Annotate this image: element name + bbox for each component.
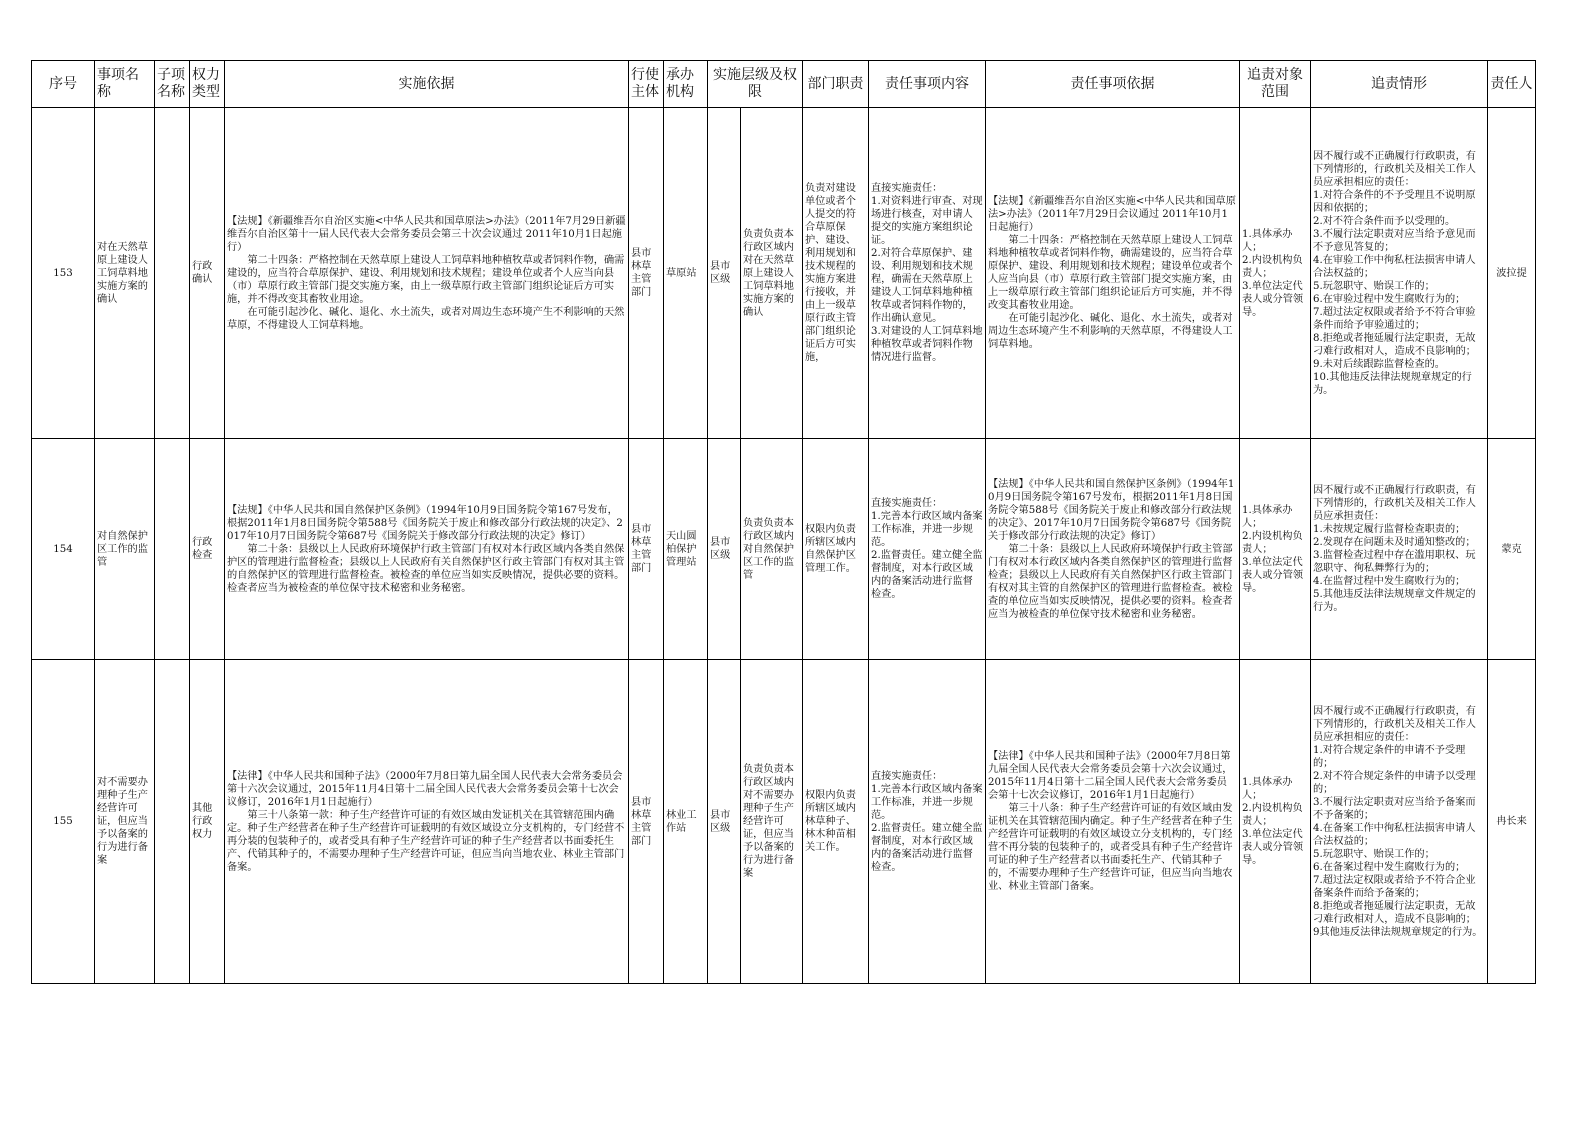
resp-basis-paragraph: 第二十条：县级以上人民政府环境保护行政主管部门有权对本行政区域内各类自然保护区的管理进行监督检查；县级以上人民政府有关自然保护区行政主管部门有权对其主管的自然保护区的管理进行监督检查。被检查的单位应当如实反映情况，提供必要的资料。检查者应当为被检查的单位保守技术秘密和业务秘密。 (988, 543, 1233, 620)
resp-basis-title: 【法规】《中华人民共和国自然保护区条例》（1994年10月9日国务院令第167号发布，根据2011年1月8日国务院令第588号《国务院关于废止和修改部分行政法规的决定》、2017年10月7日国务院令第687号《国务院关于修改部分行政法规的决定》修订） (988, 478, 1235, 542)
cell-resp-basis (986, 108, 1240, 439)
cell-basis (225, 439, 629, 660)
cell-level-b: 负责负责本行政区域内对自然保护区工作的监管 (741, 439, 803, 660)
resp-basis-paragraph: 第三十八条：种子生产经营许可证的有效区域由发证机关在其管辖范围内确定。种子生产经营者在种子生产经营许可证载明的有效区域设立分支机构的，专门经营不再分装的包装种子的，或者受具有种子生产经营许可证的种子生产经营者以书面委托生产、代销其种子的，不需要办理种子生产经营许可证，但应当向当地农业、林业主管部门备案。 (988, 803, 1233, 892)
header-situation: 追责情形 (1311, 61, 1488, 108)
cell-seq: 155 (32, 660, 95, 984)
cell-person: 蒙克 (1488, 439, 1536, 660)
basis-title: 【法规】《新疆维吾尔自治区实施<中华人民共和国草原法>办法》（2011年7月29日新疆维吾尔自治区第十一届人民代表大会常务委员会第三十次会议通过 2011年10月1日起施行） (227, 215, 626, 253)
cell-seq: 153 (32, 108, 95, 439)
basis-title: 【法律】《中华人民共和国种子法》（2000年7月8日第九届全国人民代表大会常务委员会第十六次会议通过，2015年11月4日第十二届全国人民代表大会常务委员会第十七次会议修订，2016年1月1日起施行） (227, 770, 623, 808)
cell-scope: 1.具体承办人； 2.内设机构负责人； 3.单位法定代表人或分管领导。 (1240, 439, 1311, 660)
cell-level-a: 县市区级 (708, 108, 741, 439)
cell-scope: 1.具体承办人； 2.内设机构负责人； 3.单位法定代表人或分管领导。 (1240, 108, 1311, 439)
cell-level-b: 负责负责本行政区域内对在天然草原上建设人工饲草料地实施方案的确认 (741, 108, 803, 439)
header-level: 实施层级及权限 (708, 61, 803, 108)
cell-power-type: 行政确认 (190, 108, 225, 439)
cell-resp-basis (986, 439, 1240, 660)
cell-duty: 权限内负责所辖区域内自然保护区管理工作。 (803, 439, 869, 660)
header-person: 责任人 (1488, 61, 1536, 108)
header-resp-basis: 责任事项依据 (986, 61, 1240, 108)
header-resp-content: 责任事项内容 (869, 61, 986, 108)
resp-basis-paragraph: 第二十四条：严格控制在天然草原上建设人工饲草料地种植牧草或者饲料作物，确需建设的，应当符合草原保护、建设、利用规划和技术规程；建设单位或者个人应当向县（市）草原行政主管部门提交实施方案，由上一级草原行政主管部门组织论证后方可实施，并不得改变其畜牧业用途。 (988, 235, 1233, 311)
cell-person: 冉长来 (1488, 660, 1536, 984)
basis-paragraph: 第二十条：县级以上人民政府环境保护行政主管部门有权对本行政区域内各类自然保护区的管理进行监督检查；县级以上人民政府有关自然保护区行政主管部门有权对其主管的自然保护区的管理进行监督检查。被检查的单位应当如实反映情况，提供必要的资料。检查者应当为被检查的单位保守技术秘密和业务秘密。 (227, 543, 625, 594)
cell-item-name: 对不需要办理种子生产经营许可证，但应当予以备案的行为进行备案 (95, 660, 155, 984)
cell-resp-content: 直接实施责任： 1.完善本行政区域内备案工作标准，并进一步规范。 2.监督责任。建立健全监督制度，对本行政区域内的备案活动进行监督检查。 (869, 439, 986, 660)
cell-situation: 因不履行或不正确履行行政职责，有下列情形的，行政机关及相关工作人员应承担责任： 1.未按规定履行监督检查职责的； 2.发现存在问题未及时通知整改的； 3.监督检查过程中存在滥用职权、玩忽职守、徇私舞弊行为的； 4.在监督过程中发生腐败行为的； 5.其他违反法律法规规章文件规定的行为。 (1311, 439, 1488, 660)
cell-organ: 天山圆柏保护管理站 (664, 439, 708, 660)
cell-basis (225, 108, 629, 439)
cell-subject: 县市林草主管部门 (629, 439, 664, 660)
cell-organ: 草原站 (664, 108, 708, 439)
table-row (32, 108, 1536, 439)
cell-item-name: 对在天然草原上建设人工饲草料地实施方案的确认 (95, 108, 155, 439)
basis-paragraph: 第二十四条：严格控制在天然草原上建设人工饲草料地种植牧草或者饲料作物，确需建设的，应当符合草原保护、建设、利用规划和技术规程；建设单位或者个人应当向县（市）草原行政主管部门提交实施方案，由上一级草原行政主管部门组织论证后方可实施，并不得改变其畜牧业用途。 (227, 254, 625, 305)
cell-item-name: 对自然保护区工作的监管 (95, 439, 155, 660)
cell-level-b: 负责负责本行政区域内对不需要办理种子生产经营许可证，但应当予以备案的行为进行备案 (741, 660, 803, 984)
header-duty: 部门职责 (803, 61, 869, 108)
resp-basis-paragraph: 在可能引起沙化、碱化、退化、水土流失，或者对周边生态环境产生不利影响的天然草原，不得建设人工饲草料地。 (988, 313, 1233, 350)
cell-level-a: 县市区级 (708, 439, 741, 660)
header-scope: 追责对象范围 (1240, 61, 1311, 108)
header-item-name: 事项名称 (95, 61, 155, 108)
cell-sub-item (155, 660, 190, 984)
cell-subject: 县市林草主管部门 (629, 660, 664, 984)
cell-scope: 1.具体承办人； 2.内设机构负责人； 3.单位法定代表人或分管领导。 (1240, 660, 1311, 984)
cell-sub-item (155, 108, 190, 439)
cell-duty: 权限内负责所辖区域内林草种子、林木种苗相关工作。 (803, 660, 869, 984)
cell-person: 波拉提 (1488, 108, 1536, 439)
cell-seq: 154 (32, 439, 95, 660)
cell-subject: 县市林草主管部门 (629, 108, 664, 439)
resp-basis-title: 【法规】《新疆维吾尔自治区实施<中华人民共和国草原法>办法》（2011年7月29日会议通过 2011年10月1日起施行） (988, 196, 1236, 233)
cell-duty: 负责对建设单位或者个人提交的符合草原保护、建设、利用规划和技术规程的实施方案进行接收，并由上一级草原行政主管部门组织论证后方可实施， (803, 108, 869, 439)
cell-resp-content: 直接实施责任： 1.完善本行政区域内备案工作标准，并进一步规范。 2.监督责任。建立健全监督制度，对本行政区域内的备案活动进行监督检查。 (869, 660, 986, 984)
cell-organ: 林业工作站 (664, 660, 708, 984)
basis-paragraph: 在可能引起沙化、碱化、退化、水土流失，或者对周边生态环境产生不利影响的天然草原，不得建设人工饲草料地。 (227, 306, 625, 331)
resp-basis-title: 【法律】《中华人民共和国种子法》（2000年7月8日第九届全国人民代表大会常务委员会第十六次会议通过，2015年11月4日第十二届全国人民代表大会常务委员会第十七次会议修订，2016年1月1日起施行） (988, 751, 1233, 801)
header-basis: 实施依据 (225, 61, 629, 108)
header-subject: 行使主体 (629, 61, 664, 108)
cell-resp-basis (986, 660, 1240, 984)
power-list-table (31, 60, 1536, 984)
header-row (32, 61, 1536, 108)
cell-power-type: 行政检查 (190, 439, 225, 660)
cell-level-a: 县市区级 (708, 660, 741, 984)
cell-situation: 因不履行或不正确履行行政职责，有下列情形的，行政机关及相关工作人员应承担相应的责任： 1.对符合条件的不予受理且不说明原因和依据的； 2.对不符合条件而予以受理的。 3.不履行法定职责对应当给予意见而不予意见答复的； 4.在审验工作中徇私枉法损害申请人合法权益的； 5.玩忽职守、贻误工作的； 6.在审验过程中发生腐败行为的； 7.超过法定权限或者给予不符合审验条件而给予审验通过的； 8.拒绝或者拖延履行法定职责，无故刁难行政相对人，造成不良影响的； 9.未对后续跟踪监督检查的。 10.其他违反法律法规规章规定的行为。 (1311, 108, 1488, 439)
header-sub-item: 子项名称 (155, 61, 190, 108)
header-power-type: 权力类型 (190, 61, 225, 108)
cell-basis (225, 660, 629, 984)
cell-power-type: 其他行政权力 (190, 660, 225, 984)
header-seq: 序号 (32, 61, 95, 108)
cell-resp-content: 直接实施责任： 1.对资料进行审查、对现场进行核查，对申请人提交的实施方案组织论证。 2.对符合草原保护、建设、利用规划和技术规程，确需在天然草原上建设人工饲草料地种植牧草或者饲料作物的，作出确认意见。 3.对建设的人工饲草料地种植牧草或者饲料作物情况进行监督。 (869, 108, 986, 439)
basis-paragraph: 第三十八条第一款：种子生产经营许可证的有效区域由发证机关在其管辖范围内确定。种子生产经营者在种子生产经营许可证载明的有效区域设立分支机构的，专门经营不再分装的包装种子的，或者受具有种子生产经营许可证的种子生产经营者以书面委托生产、代销其种子的，不需要办理种子生产经营许可证，但应当向当地农业、林业主管部门备案。 (227, 809, 625, 873)
table-row (32, 660, 1536, 984)
cell-sub-item (155, 439, 190, 660)
cell-situation: 因不履行或不正确履行行政职责，有下列情形的，行政机关及相关工作人员应承担相应的责任： 1.对符合规定条件的申请不予受理的； 2.对不符合规定条件的申请予以受理的； 3.不履行法定职责对应当给予备案而不予备案的； 4.在备案工作中徇私枉法损害申请人合法权益的； 5.玩忽职守、贻误工作的； 6.在备案过程中发生腐败行为的； 7.超过法定权限或者给予不符合企业备案条件而给予备案的； 8.拒绝或者拖延履行法定职责，无故刁难行政相对人，造成不良影响的； 9其他违反法律法规规章规定的行为。 (1311, 660, 1488, 984)
table-row (32, 439, 1536, 660)
header-organ: 承办机构 (664, 61, 708, 108)
basis-title: 【法规】《中华人民共和国自然保护区条例》（1994年10月9日国务院令第167号发布，根据2011年1月8日国务院令第588号《国务院关于废止和修改部分行政法规的决定》、2017年10月7日国务院令第687号《国务院关于修改部分行政法规的决定》修订） (227, 504, 623, 542)
